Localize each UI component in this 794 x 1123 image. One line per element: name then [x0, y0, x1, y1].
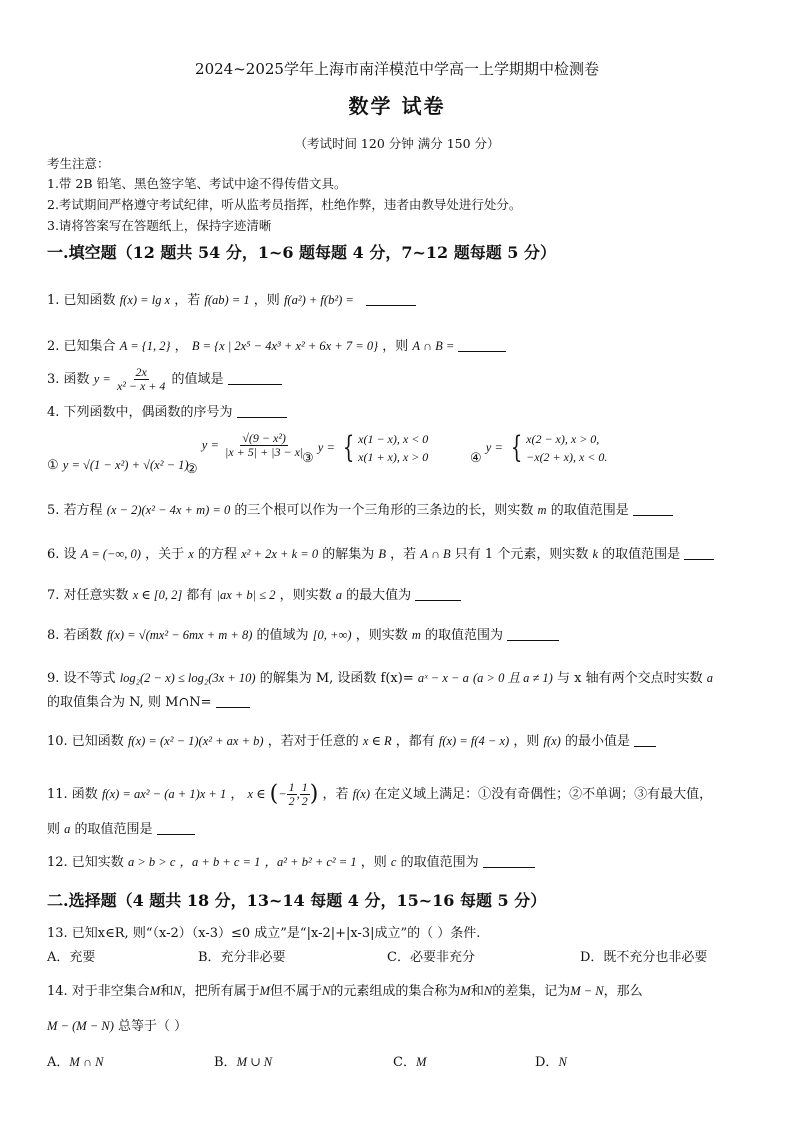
- q11-a: a: [64, 822, 71, 836]
- q1-stem: 1. 已知函数: [47, 293, 116, 308]
- q4-opt3-brace-icon: {: [342, 430, 355, 465]
- q11-fx: f(x): [352, 787, 370, 801]
- q4-opt3-row-1: x(1 − x), x < 0: [358, 432, 429, 446]
- question-12: [47, 853, 535, 872]
- q11-text-2: 在定义域上满足：①没有奇偶性；②不单调；③有最大值，: [374, 787, 713, 802]
- q10-text-3: ，则: [513, 734, 540, 749]
- q5-var: m: [537, 503, 547, 517]
- question-5: [47, 501, 673, 520]
- q11-function: f(x) = ax² − (a + 1)x + 1: [101, 787, 227, 801]
- notice-item-1: 1.带 2B 铅笔、黑色签字笔、考试中途不得传借文具。: [47, 176, 347, 191]
- q4-opt4-label: ④: [470, 450, 482, 466]
- q12-text-2: 的取值范围为: [400, 855, 479, 870]
- q14-stem: 14. 对于非空集合: [47, 984, 150, 999]
- q14-text-6: 总等于（ ）: [118, 1019, 188, 1034]
- q14-text-3: 的元素组成的集合称为: [330, 984, 461, 999]
- question-11-line-2: [47, 820, 195, 839]
- q4-opt3-label: ③: [302, 450, 314, 466]
- question-9-line-2: [47, 694, 250, 712]
- q11-text-3: 则: [47, 822, 61, 837]
- q7-text-2: ，则实数: [279, 588, 332, 603]
- q11-open-paren-icon: (: [269, 781, 279, 807]
- notice-heading: 考生注意：: [47, 156, 110, 171]
- q4-opt2-y: y =: [201, 438, 219, 452]
- q11-stem: 11. 函数: [47, 787, 98, 802]
- notice-item-3: 3.请将答案写在答题纸上，保持字迹清晰: [47, 218, 272, 233]
- q3-fraction: [115, 366, 167, 393]
- q3-numerator: 2x: [135, 365, 147, 379]
- q5-text-2: 的取值范围是: [550, 503, 629, 518]
- q14-m-2: M: [259, 984, 271, 998]
- q14-option-c[interactable]: [393, 1053, 426, 1072]
- q5-text: 的三个根可以作为一个三角形的三条边的长，则实数: [234, 503, 534, 518]
- q6-text-3: 的解集为: [322, 547, 375, 562]
- q7-inequality: |ax + b| ≤ 2: [216, 588, 276, 602]
- q4-opt1-function: y = √(1 − x²) + √(x² − 1): [62, 458, 189, 472]
- q4-opt2-label: ②: [186, 462, 198, 477]
- q10-answer-blank[interactable]: [634, 733, 656, 747]
- q1-answer-blank[interactable]: [366, 292, 416, 306]
- q13-option-d[interactable]: D．既不充分也非必要: [580, 950, 708, 965]
- q8-function: f(x) = √(mx² − 6mx + m + 8): [106, 628, 253, 642]
- q13-option-c[interactable]: C．必要非充分: [387, 950, 475, 965]
- q6-text-2: 的方程: [197, 547, 237, 562]
- q11-close-paren-icon: ): [309, 781, 319, 807]
- q6-text: ，关于: [145, 547, 185, 562]
- notice-item-2: 2.考试期间严格遵守考试纪律，听从监考员指挥，杜绝作弊，违者由教导处进行处分。: [47, 197, 522, 212]
- q14-diff: M − N: [570, 984, 604, 998]
- q8-m: m: [411, 628, 421, 642]
- q7-a: a: [335, 588, 343, 602]
- question-10: [47, 732, 656, 751]
- q14-opt-d-value: N: [558, 1055, 567, 1069]
- q10-condition: x ∈ R: [362, 734, 392, 748]
- q4-opt4-row-2: −x(2 + x), x < 0.: [526, 450, 608, 464]
- q12-cond-3: ，a² + b² + c² = 1: [264, 855, 357, 869]
- q14-n-3: N: [483, 984, 493, 998]
- q4-option-1: [47, 456, 189, 475]
- q4-opt1-label: ①: [47, 458, 59, 473]
- q11-comma: ，: [230, 787, 244, 802]
- q14-n-2: N: [322, 984, 331, 998]
- q14-option-d[interactable]: [535, 1053, 567, 1072]
- q9-a: a: [706, 671, 713, 685]
- q6-equation: x² + 2x + k = 0: [241, 547, 319, 561]
- q10-equation: f(x) = f(4 − x): [438, 734, 510, 748]
- q7-condition: x ∈ [0, 2]: [132, 588, 183, 602]
- q12-answer-blank[interactable]: [483, 854, 535, 868]
- q9-answer-blank[interactable]: [216, 694, 250, 708]
- q4-opt4-piecewise: [507, 430, 607, 466]
- q6-answer-blank[interactable]: [684, 546, 714, 560]
- q4-opt3-row-2: x(1 + x), x > 0: [358, 450, 429, 464]
- q14-opt-a-value: M ∩ N: [69, 1055, 104, 1069]
- exam-title: 2024~2025学年上海市南洋模范中学高一上学期期中检测卷: [195, 60, 599, 78]
- q6-intersection: A ∩ B: [420, 547, 451, 561]
- q14-opt-d-label: D．: [535, 1055, 559, 1070]
- q4-opt3-piecewise: [339, 430, 428, 466]
- q14-text-5: ，那么: [603, 984, 643, 999]
- q6-k: k: [592, 547, 599, 561]
- q6-set-a: A = (−∞, 0): [80, 547, 141, 561]
- q11-answer-blank[interactable]: [157, 821, 195, 835]
- question-7: [47, 586, 461, 605]
- q8-text-2: ，则实数: [355, 628, 408, 643]
- question-6: [47, 545, 714, 564]
- question-3: [47, 362, 282, 397]
- q2-set-a: A = {1, 2}: [119, 339, 171, 353]
- q9-stem: 9. 设不等式: [47, 671, 116, 686]
- q11-x: x ∈: [247, 787, 266, 801]
- q14-expression: M − (M − N): [47, 1019, 114, 1033]
- q11-upper-fraction: [300, 781, 310, 808]
- q10-text-2: ，都有: [395, 734, 435, 749]
- q11-lower-den: 2: [288, 794, 295, 808]
- q4-option-2: [186, 431, 305, 477]
- q2-answer-blank[interactable]: [458, 338, 506, 352]
- question-11: 11. 函数 f(x) = ax² − (a + 1)x + 1 ， x ∈ (− $\frac{1}{2}$ , $\frac{1}{2}$ ) ，若 f(x) 在定义域上满足：①没有奇偶性；②不单调；③有最大值，: [47, 780, 713, 808]
- q14-and: 和: [160, 984, 174, 999]
- question-9: [47, 669, 713, 688]
- q9-text: 的解集为 M, 设函数 f(x)=: [259, 671, 414, 686]
- q10-function: f(x) = (x² − 1)(x² + ax + b): [127, 734, 264, 748]
- q4-opt2-numerator: √(9 − x²): [242, 431, 286, 445]
- q14-text-2: 但不属于: [270, 984, 323, 999]
- q4-opt2-fraction: [223, 432, 305, 459]
- q14-opt-c-label: C．: [393, 1055, 416, 1070]
- q7-text-3: 的最大值为: [346, 588, 412, 603]
- q6-stem: 6. 设: [47, 547, 77, 562]
- q11-lower-fraction: [287, 781, 297, 808]
- exam-subtitle: 数学 试卷: [348, 94, 446, 118]
- q9-text-2: 与 x 轴有两个交点时实数: [556, 671, 703, 686]
- q8-answer-blank[interactable]: [507, 627, 559, 641]
- q4-answer-blank[interactable]: [237, 404, 287, 418]
- q14-opt-a-label: A．: [47, 1055, 70, 1070]
- q9-fx: aˣ − x − a: [417, 671, 469, 685]
- q1-expression: f(a²) + f(b²) =: [283, 293, 354, 307]
- q8-text: 的值域为: [256, 628, 309, 643]
- q1-text: ，若: [174, 293, 201, 308]
- q3-text: 的值域是: [171, 372, 224, 387]
- q14-option-b[interactable]: [214, 1053, 272, 1072]
- q12-cond-1: a > b > c: [127, 855, 176, 869]
- q9-condition: (a > 0 且 a ≠ 1): [472, 671, 553, 685]
- q8-stem: 8. 若函数: [47, 628, 103, 643]
- q9-text-3: 的取值集合为 N, 则 M∩N=: [47, 695, 212, 710]
- q5-answer-blank[interactable]: [633, 502, 673, 516]
- q2-text: ，则: [382, 339, 409, 354]
- q6-text-4: ，若: [390, 547, 417, 562]
- q8-range: [0, +∞): [312, 628, 352, 642]
- q14-and-2: 和: [470, 984, 484, 999]
- q1-text-2: ，则: [253, 293, 280, 308]
- q1-condition: f(ab) = 1: [204, 293, 250, 307]
- q3-answer-blank[interactable]: [228, 371, 282, 385]
- section2-title: 二.选择题（4 题共 18 分，13~14 每题 4 分，15~16 每题 5 分）: [47, 891, 547, 910]
- q12-cond-2: ，a + b + c = 1: [179, 855, 261, 869]
- q1-function: f(x) = lg x: [119, 293, 171, 307]
- q6-text-5: 只有 1 个元素，则实数: [454, 547, 589, 562]
- q2-stem: 2. 已知集合: [47, 339, 116, 354]
- q2-intersection: A ∩ B =: [412, 339, 455, 353]
- q9-inequality: log₂(2 − x) ≤ log₂(3x + 10): [119, 671, 256, 685]
- q14-n: N: [173, 984, 182, 998]
- q3-stem: 3. 函数: [47, 372, 90, 387]
- q2-comma: ，: [174, 339, 188, 354]
- q4-opt2-denominator: |x + 5| + |3 − x|: [225, 445, 304, 459]
- q14-opt-b-value: M ∪ N: [236, 1055, 273, 1069]
- q13-option-b[interactable]: B．充分非必要: [198, 950, 286, 965]
- q4-stem: 4. 下列函数中，偶函数的序号为: [47, 405, 233, 420]
- q12-text: ，则: [360, 855, 387, 870]
- q11-text-4: 的取值范围是: [74, 822, 153, 837]
- q12-stem: 12. 已知实数: [47, 855, 124, 870]
- q4-opt4-row-1: x(2 − x), x > 0,: [526, 432, 600, 446]
- q14-text-4: 的差集，记为: [492, 984, 571, 999]
- q10-fx: f(x): [543, 734, 561, 748]
- q3-y: y =: [93, 372, 111, 386]
- q14-m-3: M: [460, 984, 471, 998]
- question-13: 13. 已知x∈R, 则“（x-2）（x-3）≤0 成立”是“|x-2|+|x-3|成立”的（ ）条件.: [47, 926, 481, 941]
- q4-option-3: [302, 430, 428, 466]
- q11-upper-num: 1: [301, 780, 308, 794]
- q3-denominator: x² − x + 4: [116, 379, 166, 393]
- q11-upper-den: 2: [301, 794, 308, 808]
- q2-set-b: B = {x | 2x⁵ − 4x³ + x² + 6x + 7 = 0}: [191, 339, 379, 353]
- q11-text: ，若: [322, 787, 349, 802]
- q11-minus: −: [278, 787, 287, 801]
- q14-m: M: [149, 984, 161, 998]
- question-4: [47, 404, 287, 422]
- q14-option-a[interactable]: [47, 1053, 103, 1072]
- q11-lower-num: 1: [288, 780, 295, 794]
- q10-text: ，若对于任意的: [267, 734, 359, 749]
- q10-text-4: 的最小值是: [564, 734, 630, 749]
- q10-stem: 10. 已知函数: [47, 734, 124, 749]
- q4-opt4-y: y =: [485, 440, 503, 455]
- q7-text: 都有: [186, 588, 213, 603]
- q4-option-4: [470, 430, 607, 466]
- q5-equation: (x − 2)(x² − 4x + m) = 0: [106, 503, 231, 517]
- question-8: [47, 626, 559, 645]
- q7-stem: 7. 对任意实数: [47, 588, 129, 603]
- q5-stem: 5. 若方程: [47, 503, 103, 518]
- q12-c: c: [390, 855, 397, 869]
- question-14: [47, 982, 643, 1001]
- q6-text-6: 的取值范围是: [602, 547, 681, 562]
- q14-opt-b-label: B．: [214, 1055, 237, 1070]
- question-1: [47, 291, 416, 310]
- q14-opt-c-value: M: [415, 1055, 427, 1069]
- q7-answer-blank[interactable]: [415, 587, 461, 601]
- question-2: [47, 337, 506, 356]
- section1-title: 一.填空题（12 题共 54 分，1~6 题每题 4 分，7~12 题每题 5 分）: [47, 243, 556, 262]
- q4-opt3-y: y =: [317, 440, 335, 455]
- q14-text: ，把所有属于: [181, 984, 260, 999]
- q8-text-3: 的取值范围为: [425, 628, 504, 643]
- q4-opt4-brace-icon: {: [510, 430, 523, 465]
- exam-meta: （考试时间 120 分钟 满分 150 分）: [294, 136, 500, 151]
- q13-option-a[interactable]: A．充要: [47, 950, 96, 965]
- q6-b: B: [378, 547, 387, 561]
- question-14-line-2: [47, 1017, 187, 1036]
- q6-x: x: [188, 547, 194, 561]
